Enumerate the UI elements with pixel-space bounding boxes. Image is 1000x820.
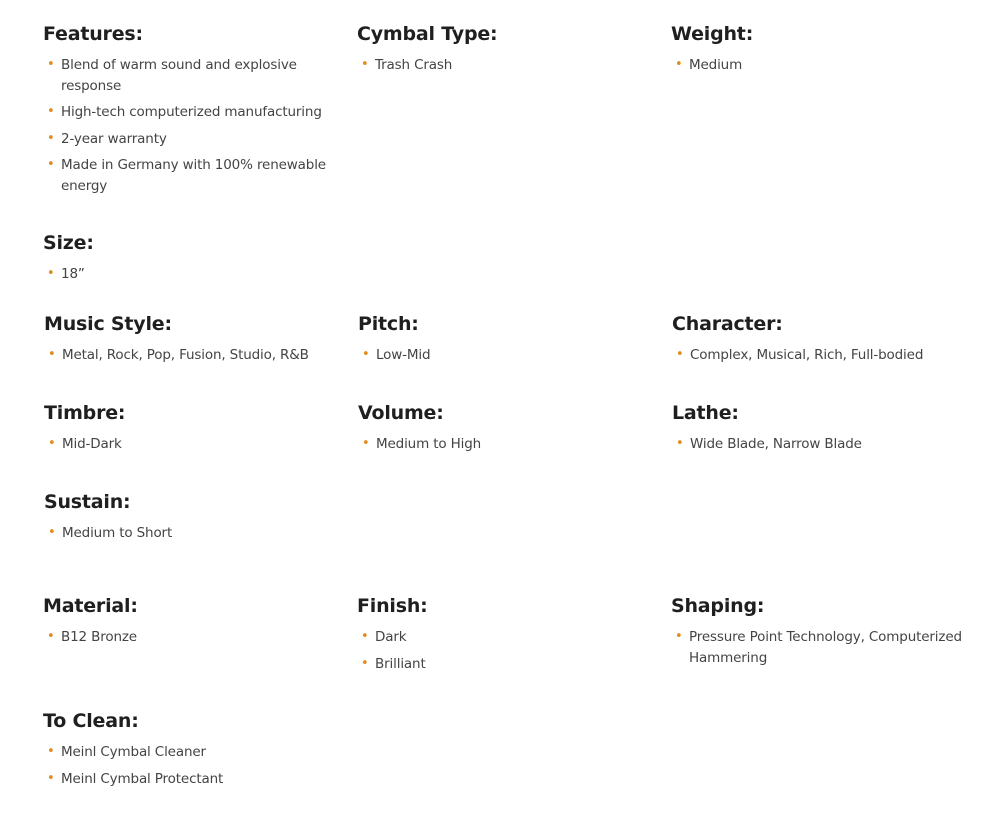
pitch-section bbox=[358, 312, 648, 372]
timbre-section bbox=[44, 401, 334, 461]
bullet-icon: • bbox=[675, 57, 683, 72]
list-item bbox=[357, 627, 647, 648]
bullet-icon: • bbox=[47, 770, 55, 786]
list-item-text: High-tech computerized manufacturing bbox=[61, 104, 322, 120]
lathe-section bbox=[672, 401, 962, 461]
list-item bbox=[43, 627, 333, 648]
bullet-icon: • bbox=[48, 525, 56, 540]
list-item-text: Brilliant bbox=[375, 655, 426, 672]
to-clean-heading: To Clean: bbox=[43, 710, 139, 732]
weight-list bbox=[671, 55, 961, 76]
volume-list bbox=[358, 434, 648, 455]
shaping-section bbox=[671, 594, 971, 674]
list-item bbox=[671, 55, 961, 76]
list-item bbox=[672, 345, 962, 366]
weight-section bbox=[671, 22, 961, 82]
list-item-text: Mid-Dark bbox=[62, 436, 122, 452]
character-list bbox=[672, 345, 962, 366]
bullet-icon: • bbox=[675, 629, 683, 644]
features-list bbox=[43, 55, 333, 196]
list-item-text: 18” bbox=[61, 266, 85, 282]
list-item bbox=[43, 55, 333, 96]
list-item-text: Made in Germany with 100% renewable energy bbox=[61, 157, 326, 194]
size-list bbox=[43, 264, 333, 285]
shaping-heading: Shaping: bbox=[671, 595, 765, 617]
features-heading: Features: bbox=[43, 23, 143, 45]
list-item-text: Dark bbox=[375, 629, 407, 645]
bullet-icon: • bbox=[47, 744, 55, 759]
lathe-heading: Lathe: bbox=[672, 402, 739, 424]
list-item bbox=[43, 155, 333, 196]
to-clean-list bbox=[43, 742, 333, 789]
to-clean-section bbox=[43, 709, 333, 795]
list-item-text: 2-year warranty bbox=[61, 130, 167, 147]
bullet-icon: • bbox=[47, 629, 55, 644]
music-style-list bbox=[44, 345, 334, 366]
finish-section bbox=[357, 594, 647, 680]
list-item-text: Pressure Point Technology, Computerized Hammering bbox=[689, 629, 962, 666]
material-heading: Material: bbox=[43, 595, 138, 617]
cymbal-type-section bbox=[357, 22, 647, 82]
list-item bbox=[44, 345, 334, 366]
finish-list bbox=[357, 627, 647, 674]
lathe-list bbox=[672, 434, 962, 455]
pitch-list bbox=[358, 345, 648, 366]
list-item-text: Medium to Short bbox=[62, 525, 173, 541]
list-item bbox=[43, 102, 333, 123]
list-item bbox=[357, 654, 647, 675]
sustain-list bbox=[44, 523, 334, 544]
list-item-text: Blend of warm sound and explosive response bbox=[61, 57, 297, 94]
bullet-icon: • bbox=[47, 104, 55, 119]
bullet-icon: • bbox=[48, 436, 56, 451]
character-heading: Character: bbox=[672, 313, 783, 335]
list-item-text: Metal, Rock, Pop, Fusion, Studio, R&B bbox=[62, 347, 309, 363]
bullet-icon: • bbox=[47, 130, 55, 146]
list-item bbox=[358, 345, 648, 366]
list-item-text: Meinl Cymbal Protectant bbox=[61, 770, 224, 787]
character-section bbox=[672, 312, 962, 372]
list-item-text: Medium to High bbox=[376, 436, 482, 452]
list-item bbox=[43, 742, 333, 763]
pitch-heading: Pitch: bbox=[358, 313, 419, 335]
list-item bbox=[672, 434, 962, 455]
size-heading: Size: bbox=[43, 232, 94, 254]
cymbal-type-list bbox=[357, 55, 647, 76]
list-item-text: Trash Crash bbox=[375, 57, 453, 73]
bullet-icon: • bbox=[676, 436, 684, 451]
volume-section bbox=[358, 401, 648, 461]
bullet-icon: • bbox=[47, 266, 55, 281]
list-item bbox=[44, 434, 334, 455]
bullet-icon: • bbox=[48, 347, 56, 362]
material-list bbox=[43, 627, 333, 648]
list-item bbox=[43, 264, 333, 285]
music-style-heading: Music Style: bbox=[44, 313, 172, 335]
timbre-heading: Timbre: bbox=[44, 402, 126, 424]
weight-heading: Weight: bbox=[671, 23, 754, 45]
bullet-icon: • bbox=[361, 629, 369, 644]
bullet-icon: • bbox=[676, 347, 684, 362]
bullet-icon: • bbox=[361, 57, 369, 72]
list-item bbox=[43, 769, 333, 790]
finish-heading: Finish: bbox=[357, 595, 428, 617]
list-item bbox=[358, 434, 648, 455]
material-section bbox=[43, 594, 333, 654]
volume-heading: Volume: bbox=[358, 402, 444, 424]
shaping-list bbox=[671, 627, 971, 668]
bullet-icon: • bbox=[47, 157, 55, 172]
list-item-text: Complex, Musical, Rich, Full-bodied bbox=[690, 347, 924, 363]
bullet-icon: • bbox=[362, 436, 370, 451]
music-style-section bbox=[44, 312, 334, 372]
bullet-icon: • bbox=[362, 347, 370, 362]
list-item-text: B12 Bronze bbox=[61, 629, 137, 645]
list-item bbox=[43, 129, 333, 150]
timbre-list bbox=[44, 434, 334, 455]
list-item-text: Wide Blade, Narrow Blade bbox=[690, 436, 862, 452]
list-item-text: Low-Mid bbox=[376, 347, 431, 363]
sustain-heading: Sustain: bbox=[44, 491, 131, 513]
cymbal-type-heading: Cymbal Type: bbox=[357, 23, 498, 45]
list-item-text: Medium bbox=[689, 57, 743, 73]
features-section bbox=[43, 22, 333, 202]
list-item bbox=[671, 627, 971, 668]
list-item bbox=[357, 55, 647, 76]
list-item bbox=[44, 523, 334, 544]
bullet-icon: • bbox=[361, 655, 369, 671]
sustain-section bbox=[44, 490, 334, 550]
size-section bbox=[43, 231, 333, 291]
bullet-icon: • bbox=[47, 57, 55, 72]
list-item-text: Meinl Cymbal Cleaner bbox=[61, 744, 206, 760]
